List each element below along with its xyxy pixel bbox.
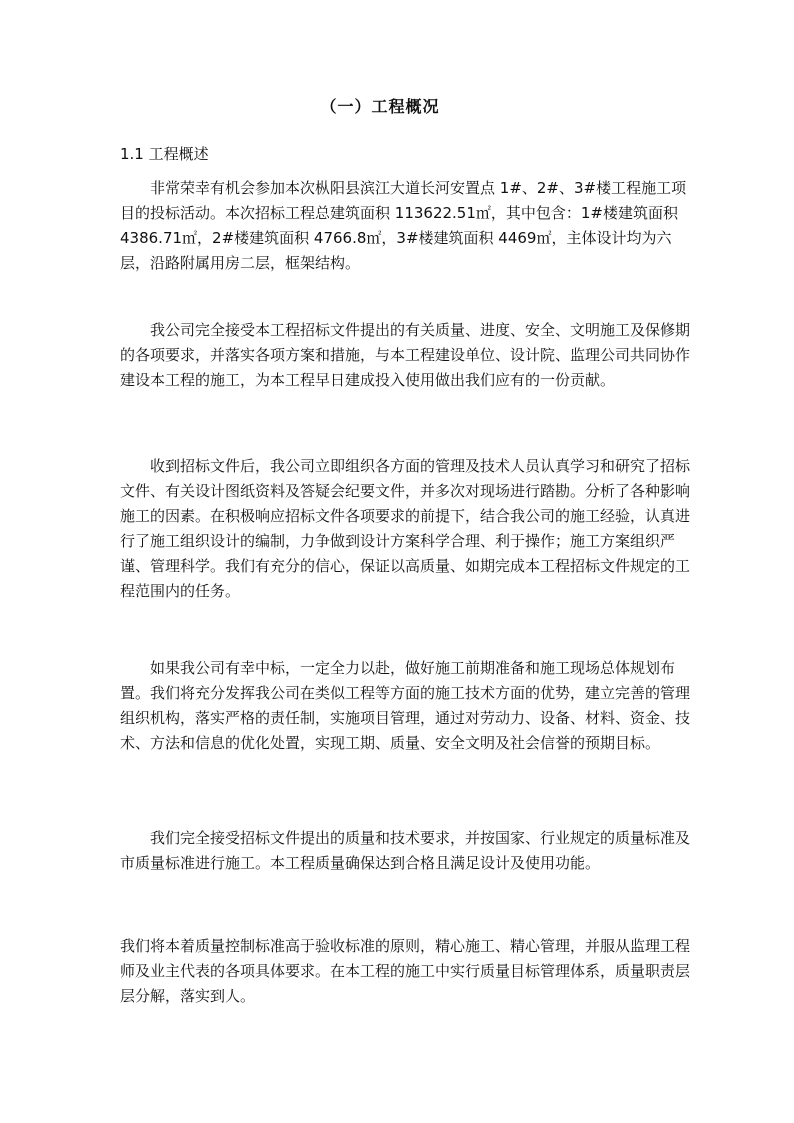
paragraph-quality-standard: 我们完全接受招标文件提出的质量和技术要求，并按国家、行业规定的质量标准及市质量标准进行施工。本工程质量确保达到合格且满足设计及使用功能。: [120, 829, 691, 872]
paragraph-overview: 非常荣幸有机会参加本次枞阳县滨江大道长河安置点 1#、2#、3#楼工程施工项目的投标活动。本次招标工程总建筑面积 113622.51㎡，其中包含：1#楼建筑面积 4386.71㎡，2#楼建筑面积 4766.8㎡，3#楼建筑面积 4469㎡，主体设计均为六层，沿路附属用房二层，框架结构。: [120, 179, 687, 272]
paragraph-commitment: 如果我公司有幸中标，一定全力以赴，做好施工前期准备和施工现场总体规划布置。我们将充分发挥我公司在类似工程等方面的施工技术方面的优势，建立完善的管理组织机构，落实严格的责任制，实施项目管理，通过对劳动力、设备、材料、资金、技术、方法和信息的优化处置，实现工期、质量、安全文明及社会信誉的预期目标。: [120, 659, 691, 752]
section-heading: 1.1 工程概述: [120, 145, 209, 163]
paragraph-quality-control: 我们将本着质量控制标准高于验收标准的原则，精心施工、精心管理，并服从监理工程师及业主代表的各项具体要求。在本工程的施工中实行质量目标管理体系，质量职责层层分解，落实到人。: [120, 937, 691, 1005]
document-title: （一）工程概况: [320, 97, 440, 116]
paragraph-acceptance: 我公司完全接受本工程招标文件提出的有关质量、进度、安全、文明施工及保修期的各项要求，并落实各项方案和措施，与本工程建设单位、设计院、监理公司共同协作建设本工程的施工，为本工程早日建成投入使用做出我们应有的一份贡献。: [120, 321, 691, 389]
paragraph-preparation: 收到招标文件后，我公司立即组织各方面的管理及技术人员认真学习和研究了招标文件、有关设计图纸资料及答疑会纪要文件，并多次对现场进行踏勘。分析了各种影响施工的因素。在积极响应招标文件各项要求的前提下，结合我公司的施工经验，认真进行了施工组织设计的编制，力争做到设计方案科学合理、利于操作；施工方案组织严谨、管理科学。我们有充分的信心，保证以高质量、如期完成本工程招标文件规定的工程范围内的任务。: [120, 457, 691, 600]
